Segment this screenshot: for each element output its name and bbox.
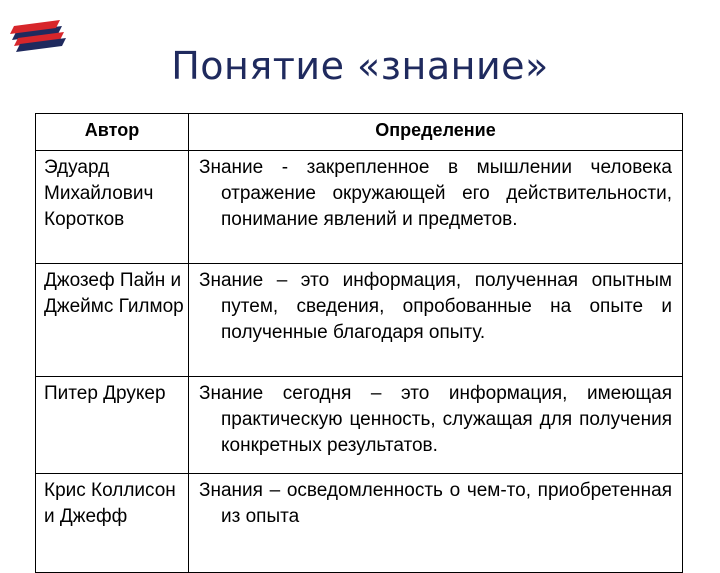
definition-cell: Знание - закрепленное в мышлении человека отражение окружающей его действительности, понимание явлений и предметов.	[189, 151, 683, 264]
author-cell: Джозеф Пайн и Джеймс Гилмор	[36, 264, 189, 377]
author-cell: Эдуард Михайлович Коротков	[36, 151, 189, 264]
author-cell: Крис Коллисон и Джефф	[36, 474, 189, 573]
table-row	[36, 151, 683, 264]
page-title: Понятие «знание»	[171, 44, 549, 88]
definition-cell: Знание сегодня – это информация, имеющая практическую ценность, служащая для получения конкретных результатов.	[189, 377, 683, 474]
definitions-table	[35, 113, 683, 573]
table-row	[36, 377, 683, 474]
definition-cell: Знание – это информация, полученная опытным путем, сведения, опробованные на опыте и полученные благодаря опыту.	[189, 264, 683, 377]
table-row	[36, 264, 683, 377]
header-definition: Определение	[189, 114, 683, 151]
table-row	[36, 474, 683, 573]
author-cell: Питер Друкер	[36, 377, 189, 474]
definition-cell: Знания – осведомленность о чем-то, приобретенная из опыта	[189, 474, 683, 573]
header-author: Автор	[36, 114, 189, 151]
table-header-row	[36, 114, 683, 151]
